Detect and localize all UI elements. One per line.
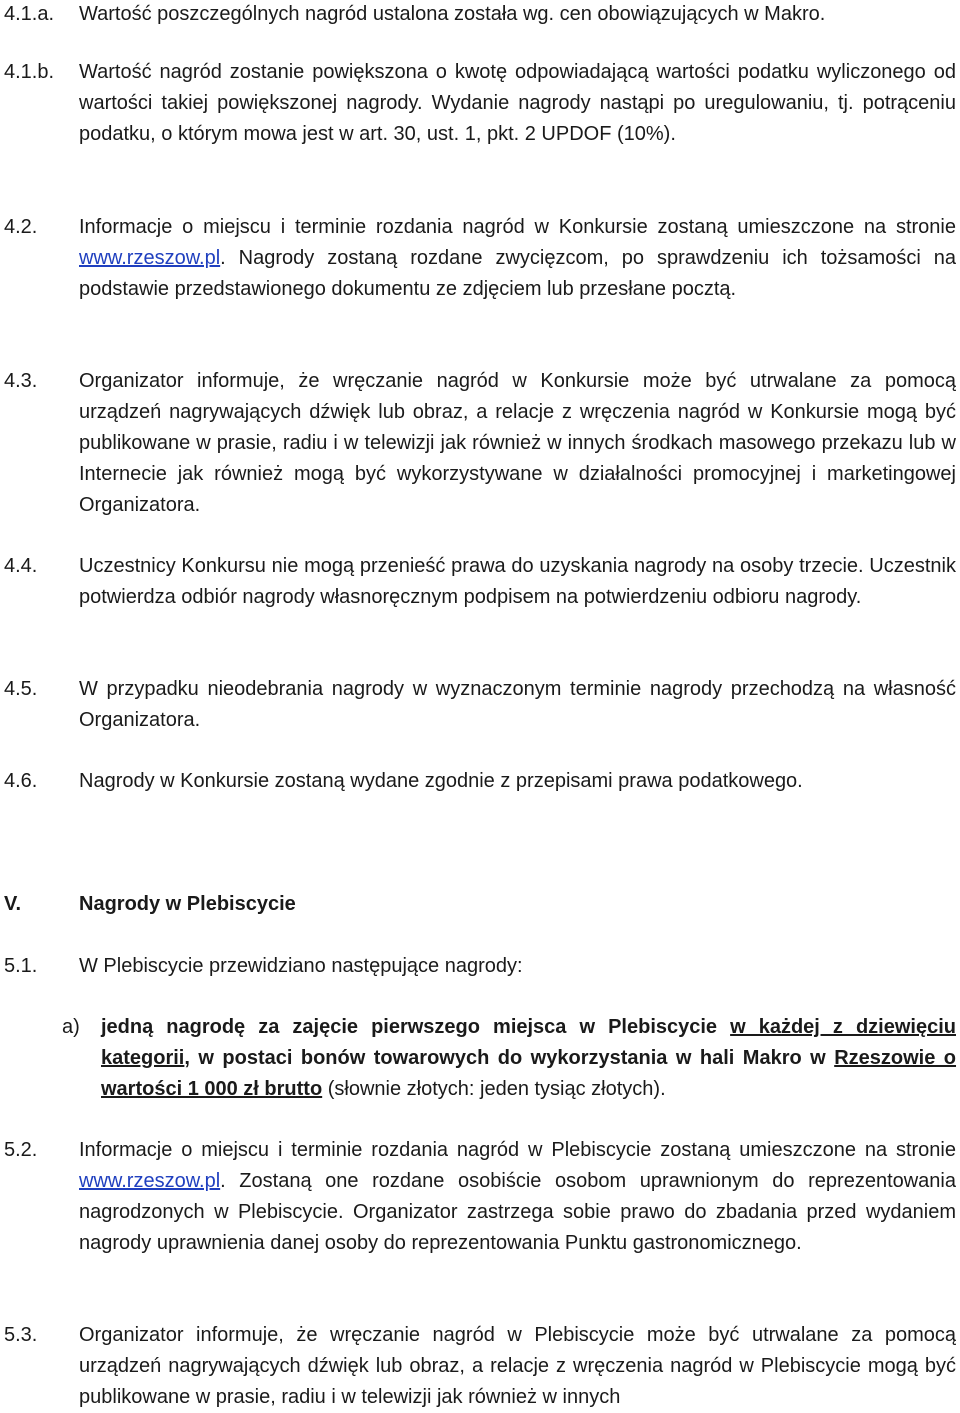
list-item-text xyxy=(101,1012,956,1105)
section-heading xyxy=(0,889,956,920)
paragraph-5-2 xyxy=(0,1135,956,1259)
section-number: V. xyxy=(4,893,22,915)
paragraph-4-3 xyxy=(0,366,956,521)
list-letter: a) xyxy=(62,1016,80,1038)
paragraph-text: W przypadku nieodebrania nagrody w wyznaczonym terminie nagrody przechodzą na własność Organizatora. xyxy=(79,678,956,731)
paragraph-number: 5.2. xyxy=(4,1139,38,1161)
paragraph-number: 4.3. xyxy=(4,370,38,392)
paragraph-number: 4.5. xyxy=(4,678,38,700)
paragraph-text: Wartość poszczególnych nagród ustalona została wg. cen obowiązujących w Makro. xyxy=(79,3,826,25)
paragraph-5-3 xyxy=(0,1320,956,1413)
text-segment: (słownie złotych: jeden tysiąc złotych). xyxy=(322,1078,666,1100)
paragraph-text: Uczestnicy Konkursu nie mogą przenieść prawa do uzyskania nagrody na osoby trzecie. Uczestnik potwierdza odbiór nagrody własnoręcznym podpisem na potwierdzeniu odbioru nagrody. xyxy=(79,555,956,608)
text-segment: , w postaci bonów towarowych do wykorzystania w hali Makro w xyxy=(184,1047,835,1069)
paragraph-4-5 xyxy=(0,674,956,736)
rzeszow-link[interactable]: www.rzeszow.pl xyxy=(79,1170,221,1192)
paragraph-5-1 xyxy=(0,951,956,982)
text-segment: w każdej z dziewięciu kategorii xyxy=(101,1016,956,1069)
paragraph-number: 4.4. xyxy=(4,555,38,577)
paragraph-4-4 xyxy=(0,551,956,613)
paragraph-4-1-b xyxy=(0,57,956,150)
paragraph-4-2 xyxy=(0,212,956,305)
paragraph-number: 4.2. xyxy=(4,216,38,238)
paragraph-number: 5.1. xyxy=(4,955,38,977)
paragraph-4-1-a xyxy=(0,0,956,30)
text-segment: jedną nagrodę za zajęcie pierwszego miejsca w Plebiscycie xyxy=(101,1016,731,1038)
paragraph-number: 5.3. xyxy=(4,1324,38,1346)
paragraph-number: 4.1.b. xyxy=(4,61,55,83)
section-title: Nagrody w Plebiscycie xyxy=(79,893,296,915)
list-item-a xyxy=(0,1012,956,1105)
paragraph-text: Wartość nagród zostanie powiększona o kwotę odpowiadającą wartości podatku wyliczonego od wartości takiej powiększonej nagrody. Wydanie nagrody nastąpi po uregulowaniu, tj. potrąceniu podatku, o którym mowa jest w art. 30, ust. 1, pkt. 2 UPDOF (10%). xyxy=(79,61,956,145)
paragraph-text: Organizator informuje, że wręczanie nagród w Plebiscycie może być utrwalane za pomocą urządzeń nagrywających dźwięk lub obraz, a relacje z wręczenia nagród w Plebiscycie mogą być publikowane w prasie, radiu i w telewizji jak również w innych xyxy=(79,1324,956,1408)
paragraph-4-6 xyxy=(0,766,956,797)
text-segment: Informacje o miejscu i terminie rozdania nagród w Konkursie zostaną umieszczone na stronie xyxy=(79,216,956,238)
rzeszow-link[interactable]: www.rzeszow.pl xyxy=(79,247,221,269)
text-segment: Informacje o miejscu i terminie rozdania nagród w Plebiscycie zostaną umieszczone na stronie xyxy=(79,1139,956,1161)
paragraph-number: 4.6. xyxy=(4,770,38,792)
text-segment: . Zostaną one rozdane osobiście osobom uprawnionym do reprezentowania nagrodzonych w Plebiscycie. Organizator zastrzega sobie prawo do zbadania przed wydaniem nagrody uprawnienia danej osoby do reprezentowania Punktu gastronomicznego. xyxy=(79,1170,956,1254)
paragraph-text: Nagrody w Konkursie zostaną wydane zgodnie z przepisami prawa podatkowego. xyxy=(79,770,803,792)
paragraph-text: W Plebiscycie przewidziano następujące nagrody: xyxy=(79,955,523,977)
text-segment: . Nagrody zostaną rozdane zwycięzcom, po sprawdzeniu ich tożsamości na podstawie przedstawionego dokumentu ze zdjęciem lub przesłane pocztą. xyxy=(79,247,956,300)
paragraph-text: Organizator informuje, że wręczanie nagród w Konkursie może być utrwalane za pomocą urządzeń nagrywających dźwięk lub obraz, a relacje z wręczenia nagród w Konkursie mogą być publikowane w prasie, radiu i w telewizji jak również w innych środkach masowego przekazu lub w Internecie jak również mogą być wykorzystywane w działalności promocyjnej i marketingowej Organizatora. xyxy=(79,370,956,516)
paragraph-text xyxy=(79,1135,956,1259)
paragraph-number: 4.1.a. xyxy=(4,3,55,25)
text-segment: Rzeszowie o wartości 1 000 zł brutto xyxy=(101,1047,957,1100)
paragraph-text xyxy=(79,212,956,305)
